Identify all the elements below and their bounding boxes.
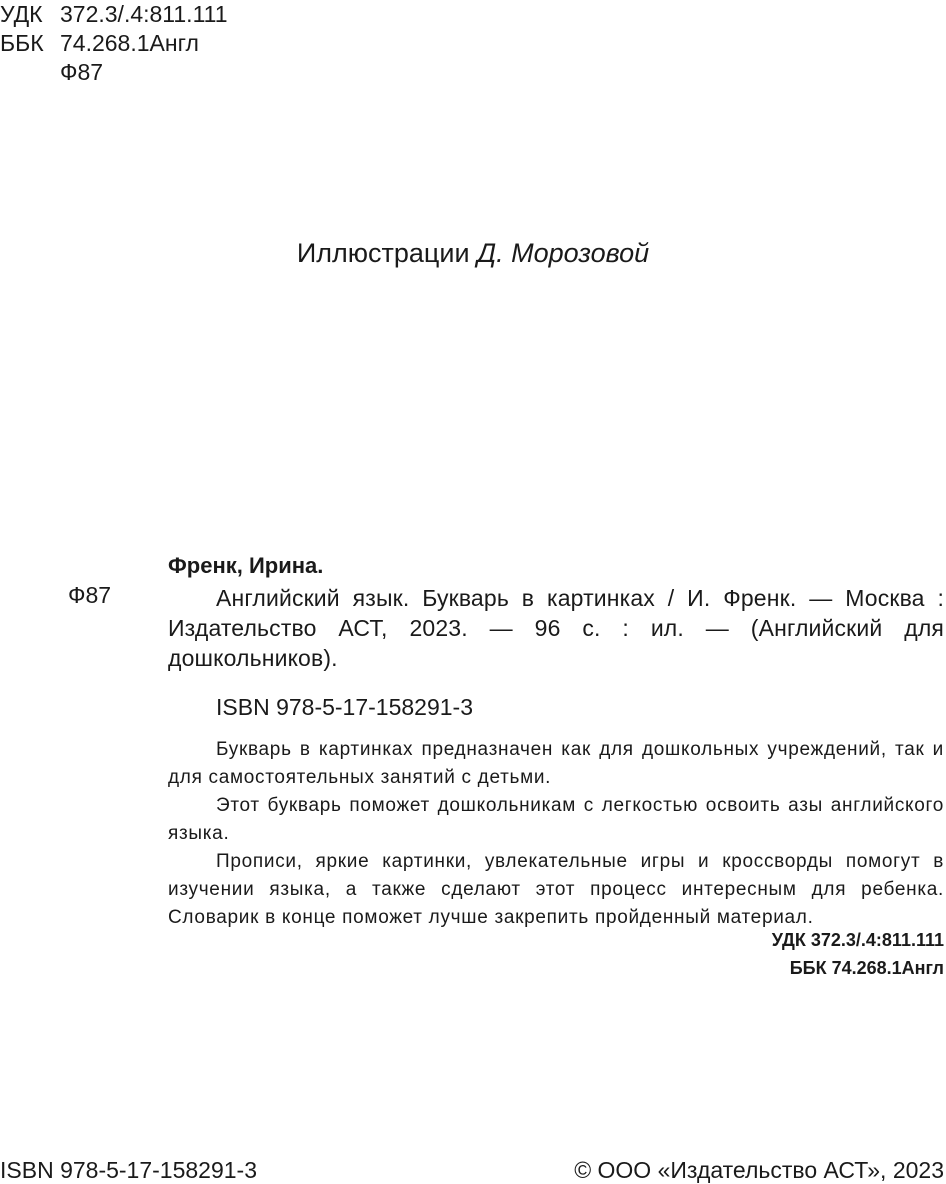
bbk-label: ББК bbox=[0, 30, 44, 56]
catalog-author: Френк, Ирина. bbox=[168, 553, 324, 578]
author-sign: Ф87 bbox=[60, 59, 104, 85]
illustrations-prefix: Иллюстрации bbox=[296, 238, 470, 268]
classification-codes-top bbox=[0, 0, 228, 87]
annotation-paragraph: Прописи, яркие картинки, увлекательные игры и кроссворды помогут в изучении языка, а также сделают этот процесс интересным для ребенка. Словарик в конце поможет лучше закрепить пройденный материал. bbox=[168, 851, 944, 928]
catalog-index: Ф87 bbox=[68, 582, 112, 608]
catalog-card bbox=[168, 552, 944, 932]
classification-codes-bottom bbox=[650, 926, 944, 982]
bbk-value: 74.268.1Англ bbox=[60, 30, 199, 56]
illustrations-credit bbox=[0, 238, 946, 269]
footer-isbn: ISBN 978-5-17-158291-3 bbox=[0, 1157, 257, 1183]
udk-code: УДК 372.3/.4:811.111 bbox=[771, 930, 944, 950]
catalog-description: Английский язык. Букварь в картинках / И. Френк. — Москва : Издательство АСТ, 2023. — 96 с. : ил. — (Английский для дошкольников). bbox=[168, 585, 944, 671]
footer-copyright: © ООО «Издательство АСТ», 2023 bbox=[574, 1157, 944, 1183]
udk-label: УДК bbox=[0, 1, 43, 27]
udk-value: 372.3/.4:811.111 bbox=[60, 1, 228, 27]
bbk-code: ББК 74.268.1Англ bbox=[789, 958, 944, 978]
annotation bbox=[168, 736, 944, 932]
illustrator-name: Д. Морозовой bbox=[477, 238, 650, 268]
annotation-paragraph: Букварь в картинках предназначен как для дошкольных учреждений, так и для самостоятельных занятий с детьми. bbox=[168, 739, 944, 788]
catalog-isbn: ISBN 978-5-17-158291-3 bbox=[216, 694, 473, 720]
bbk-row bbox=[0, 29, 228, 58]
annotation-paragraph: Этот букварь поможет дошкольникам с легкостью освоить азы английского языка. bbox=[168, 795, 944, 844]
udk-row bbox=[0, 0, 228, 29]
